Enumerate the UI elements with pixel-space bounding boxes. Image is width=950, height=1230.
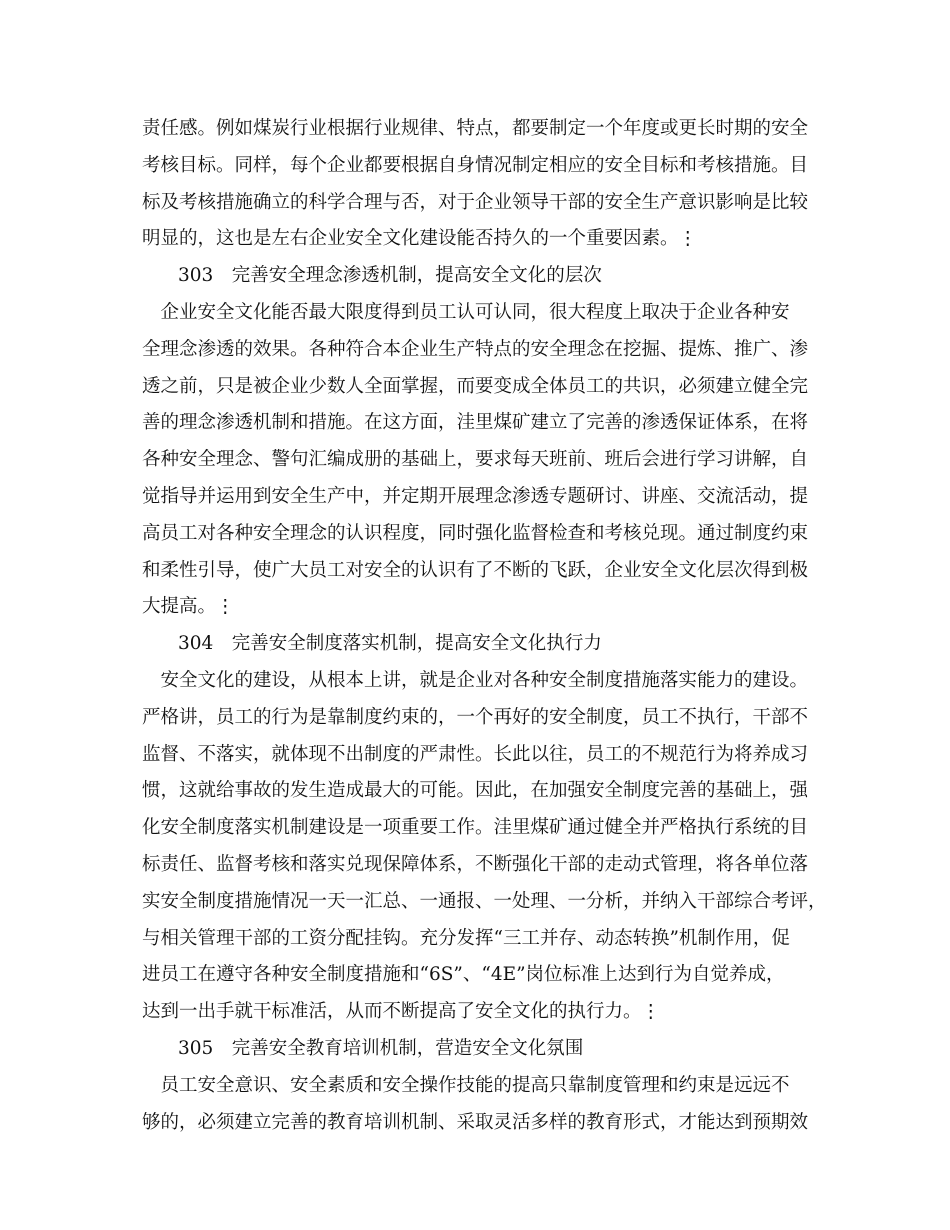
- text-line: 员工安全意识、安全素质和安全操作技能的提高只靠制度管理和约束是远远不: [142, 1074, 790, 1096]
- text-line: 惯，这就给事故的发生造成最大的可能。因此，在加强安全制度完善的基础上，强: [142, 780, 809, 802]
- text-line: 进员工在遵守各种安全制度措施和“6S”、“4E”岗位标准上达到行为自觉养成，: [142, 964, 785, 986]
- text-line: 透之前，只是被企业少数人全面掌握，而要变成全体员工的共识，必须建立健全完: [142, 375, 809, 397]
- text-line: 大提高。⋮: [142, 596, 235, 618]
- text-line: 企业安全文化能否最大限度得到员工认可认同，很大程度上取决于企业各种安: [142, 301, 790, 323]
- text-line: 监督、不落实，就体现不出制度的严肃性。长此以往，员工的不规范行为将养成习: [142, 743, 809, 765]
- text-line: 化安全制度落实机制建设是一项重要工作。洼里煤矿通过健全并严格执行系统的目: [142, 817, 809, 839]
- section-heading-305: 305 完善安全教育培训机制，营造安全文化氛围: [178, 1037, 584, 1059]
- text-line: 各种安全理念、警句汇编成册的基础上，要求每天班前、班后会进行学习讲解，自: [142, 449, 809, 471]
- text-line: 标责任、监督考核和落实兑现保障体系，不断强化干部的走动式管理，将各单位落: [142, 853, 809, 875]
- text-line: 善的理念渗透机制和措施。在这方面，洼里煤矿建立了完善的渗透保证体系，在将: [142, 412, 809, 434]
- text-line: 与相关管理干部的工资分配挂钩。充分发挥“三工并存、动态转换”机制作用，促: [142, 927, 790, 949]
- section-heading-304: 304 完善安全制度落实机制，提高安全文化执行力: [178, 633, 602, 655]
- text-line: 责任感。例如煤炭行业根据行业规律、特点，都要制定一个年度或更长时期的安全: [142, 118, 809, 139]
- text-line: 明显的，这也是左右企业安全文化建设能否持久的一个重要因素。⋮: [142, 228, 698, 250]
- body-text: [142, 111, 827, 1141]
- text-line: 和柔性引导，使广大员工对安全的认识有了不断的飞跃，企业安全文化层次得到极: [142, 559, 809, 581]
- text-line: 达到一出手就干标准活，从而不断提高了安全文化的执行力。⋮: [142, 1001, 661, 1023]
- section-heading-303: 303 完善安全理念渗透机制，提高安全文化的层次: [178, 265, 602, 287]
- text-line: 全理念渗透的效果。各种符合本企业生产特点的安全理念在挖掘、提炼、推广、渗: [142, 338, 809, 360]
- text-line: 实安全制度措施情况一天一汇总、一通报、一处理、一分析，并纳入干部综合考评，: [142, 890, 827, 912]
- text-line: 高员工对各种安全理念的认识程度，同时强化监督检查和考核兑现。通过制度约束: [142, 522, 809, 544]
- text-line: 考核目标。同样，每个企业都要根据自身情况制定相应的安全目标和考核措施。目: [142, 154, 809, 176]
- text-line: 严格讲，员工的行为是靠制度约束的，一个再好的安全制度，员工不执行，干部不: [142, 706, 809, 728]
- text-line: 安全文化的建设，从根本上讲，就是企业对各种安全制度措施落实能力的建设。: [142, 669, 809, 691]
- text-line: 觉指导并运用到安全生产中，并定期开展理念渗透专题研讨、讲座、交流活动，提: [142, 485, 809, 507]
- text-line: 够的，必须建立完善的教育培训机制、采取灵活多样的教育形式，才能达到预期效: [142, 1111, 809, 1133]
- text-line: 标及考核措施确立的科学合理与否，对于企业领导干部的安全生产意识影响是比较: [142, 191, 809, 213]
